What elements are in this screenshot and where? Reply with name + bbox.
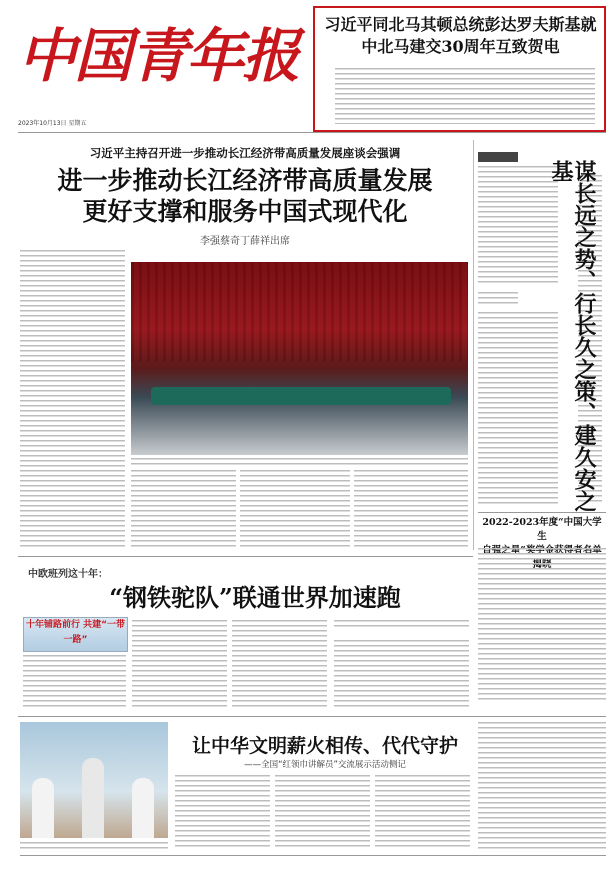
commentary-box-label (478, 292, 518, 306)
masthead-logo: 中国青年报 (18, 22, 299, 90)
commentary-text-b (478, 312, 558, 507)
rail-divider (18, 556, 473, 557)
rail-body-col3 (334, 640, 469, 710)
award-body (478, 548, 606, 703)
commentary-tag (478, 152, 518, 162)
lead-kicker: 习近平主持召开进一步推动长江经济带高质量发展座谈会强调 (89, 146, 401, 160)
top-story-headline[interactable]: 习近平同北马其顿总统彭达罗夫斯基就中北马建交30周年互致贺电 (324, 15, 597, 56)
lead-body-col3 (240, 470, 350, 550)
top-story-text (335, 68, 595, 124)
culture-headline[interactable]: 让中华文明薪火相传、代代守护 (191, 735, 458, 757)
lead-body-col1 (20, 250, 125, 550)
commentary-text-a (478, 166, 558, 286)
figure-center (82, 758, 104, 838)
commentary-title[interactable]: 谋长远之势、行长久之策、建久安之基 (548, 160, 597, 512)
culture-subhead: ——全国“红领巾讲解员”交流展示活动侧记 (244, 760, 406, 770)
rail-body-col2 (232, 620, 327, 710)
bottom-photo-caption (20, 842, 168, 850)
rail-body-col1 (132, 620, 227, 710)
footer-bar (20, 855, 606, 866)
award-line1[interactable]: 2022-2023年度“中国大学生 (482, 517, 602, 542)
date-line: 2023年10月13日 星期五 (18, 120, 87, 127)
conference-table (151, 387, 451, 405)
rail-banner-image: 十年铺路前行 共建“一带一路” (23, 617, 128, 652)
figure-left (32, 778, 54, 838)
lead-body-col2 (131, 470, 236, 550)
rail-section-label (334, 620, 469, 628)
rail-headline[interactable]: “钢铁驼队”联通世界加速跑 (109, 583, 401, 612)
photo-caption (131, 458, 468, 466)
culture-body-col3 (375, 775, 470, 850)
right-bottom-text (478, 722, 606, 850)
rail-kicker: 中欧班列这十年： (28, 569, 108, 580)
lead-body-col4 (354, 470, 468, 550)
column-divider (473, 140, 474, 550)
masthead-divider (18, 132, 606, 133)
award-line2[interactable]: 自强之星”奖学金获得者名单揭晓 (482, 545, 602, 570)
lead-headline[interactable] (20, 165, 470, 227)
meeting-photo (131, 262, 468, 455)
bottom-divider (18, 716, 606, 717)
award-divider (478, 512, 606, 513)
lead-headline-line2[interactable]: 更好支撑和服务中国式现代化 (82, 197, 408, 226)
culture-body-col2 (275, 775, 370, 850)
top-story-box[interactable] (313, 6, 606, 132)
red-scarf-photo (20, 722, 168, 838)
lead-subhead: 李强蔡奇丁薛祥出席 (200, 236, 290, 247)
lead-headline-line1[interactable]: 进一步推动长江经济带高质量发展 (57, 166, 433, 195)
figure-right (132, 778, 154, 838)
culture-body-col1 (175, 775, 270, 850)
curtain-texture (131, 262, 468, 362)
rail-caption-text (23, 655, 126, 710)
